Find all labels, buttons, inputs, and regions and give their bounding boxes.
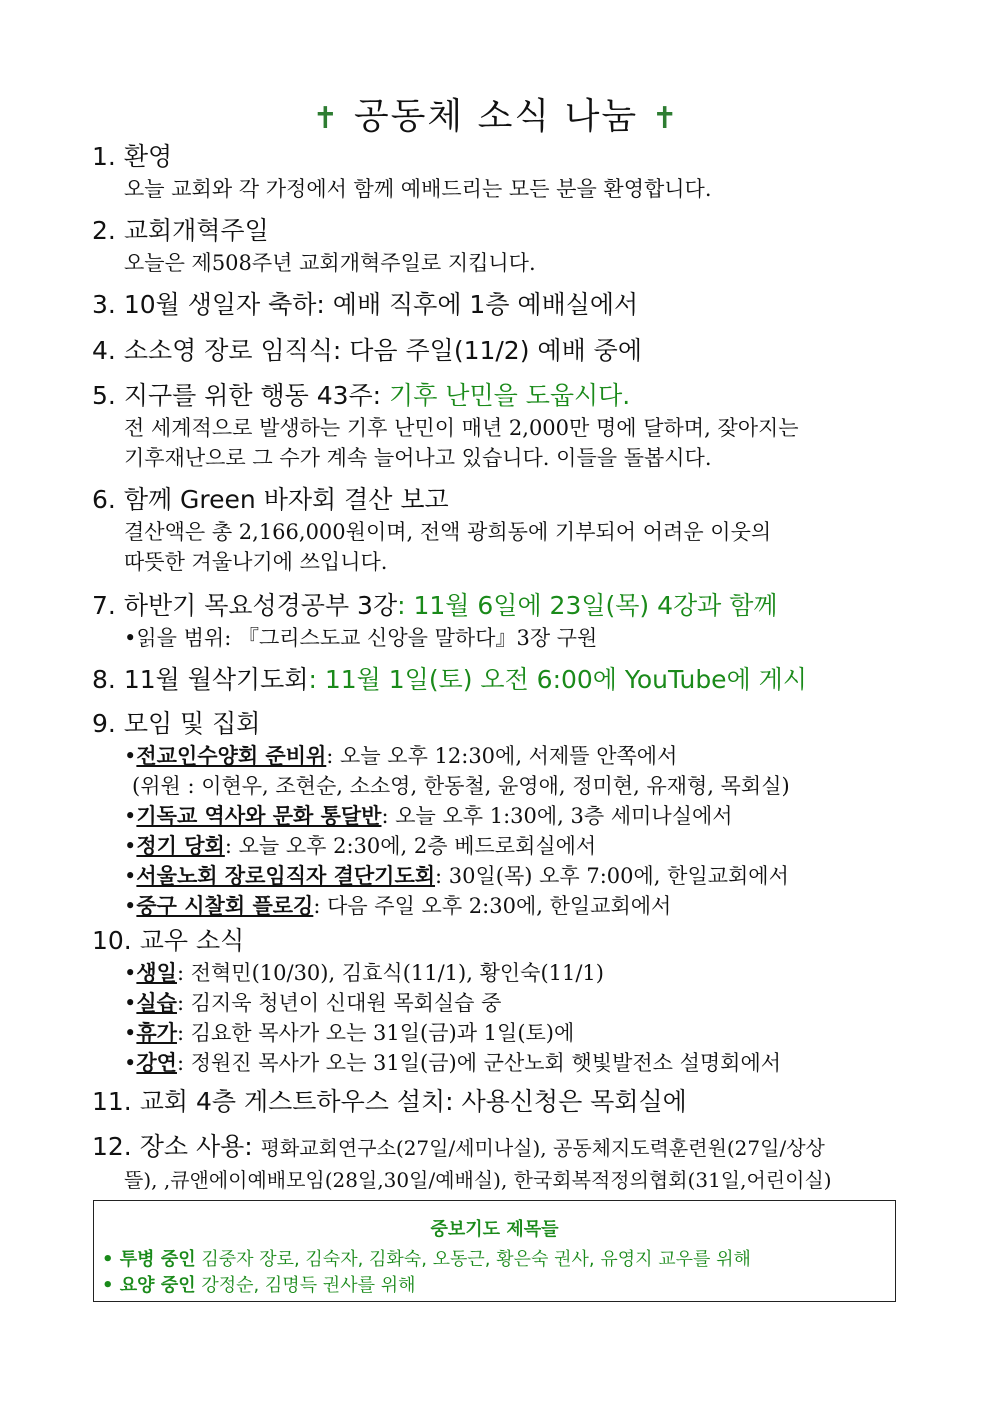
item-heading: 환영 [123,142,173,171]
item-member-news [92,924,912,1078]
item-bazaar-report [92,483,912,577]
item-heading-highlight: 기후 난민을 도웁시다. [389,381,631,410]
item-guesthouse [92,1085,912,1119]
prayer-text: 김중자 장로, 김숙자, 김화숙, 오동근, 황은숙 권사, 유영지 교우를 위해 [195,1249,751,1270]
list-item: •기독교 역사와 문화 통달반: 오늘 오후 1:30에, 3층 세미나실에서 [124,803,733,828]
bullet-text: : 김요한 목사가 오는 31일(금)과 1일(토)에 [176,1021,575,1045]
list-item: •중구 시찰회 플로깅: 다음 주일 오후 2:30에, 한일교회에서 [124,893,672,918]
item-welcome [92,140,912,204]
item-meetings [92,707,912,921]
item-heading-highlight: : 11월 6일에 23일(목) 4강과 함께 [397,591,778,620]
item-number: 4. [92,336,116,365]
item-heading: 교우 소식 [139,926,245,955]
prayer-line [94,1247,895,1273]
item-heading: 모임 및 집회 [123,709,261,738]
item-body: 오늘은 제508주년 교회개혁주일로 지킵니다. [124,251,536,275]
item-body: 전 세계적으로 발생하는 기후 난민이 매년 2,000만 명에 달하며, 잦아지는 [124,416,799,440]
bullet-text: : 김지욱 청년이 신대원 목회실습 중 [176,991,502,1015]
item-venue-use [92,1130,912,1195]
item-earth-action [92,379,912,473]
item-number: 3. [92,290,116,319]
item-monthly-prayer [92,663,912,697]
page-title [0,88,992,139]
item-bible-study [92,589,912,653]
list-item: •실습: 김지욱 청년이 신대원 목회실습 중 [124,990,502,1015]
item-ordination [92,334,912,368]
prayer-text: 강정순, 김명득 권사를 위해 [195,1275,416,1296]
item-number: 1. [92,142,116,171]
prayer-box [93,1200,896,1302]
list-item: •서울노회 장로임직자 결단기도회: 30일(목) 오후 7:00에, 한일교회에서 [124,863,789,888]
bullet-label: 전교인수양회 준비위 [136,743,327,768]
item-birthday [92,288,912,322]
bullet-label: 생일 [136,960,177,985]
bullet-text: : 오늘 오후 12:30에, 서제뜰 안쪽에서 [326,744,678,768]
bullet-label: 정기 당회 [136,833,225,858]
item-heading: 장소 사용: [139,1132,253,1161]
list-item: •생일: 전혁민(10/30), 김효식(11/1), 황인숙(11/1) [124,960,604,985]
item-number: 7. [92,591,116,620]
item-number: 9. [92,709,116,738]
prayer-line [94,1273,895,1299]
item-heading: 하반기 목요성경공부 3강 [123,591,398,620]
cross-icon: ✝ [312,101,340,136]
item-reformation-sunday [92,214,912,278]
item-number: 6. [92,485,116,514]
list-item: •정기 당회: 오늘 오후 2:30에, 2층 베드로회실에서 [124,833,597,858]
item-body: 오늘 교회와 각 가정에서 함께 예배드리는 모든 분을 환영합니다. [124,177,712,201]
item-heading: 지구를 위한 행동 43주: [123,381,382,410]
prayer-label: • 요양 중인 [102,1275,196,1296]
item-heading: 소소영 장로 임직식: 다음 주일(11/2) 예배 중에 [123,336,642,365]
item-body: •읽을 범위: 『그리스도교 신앙을 말하다』3장 구원 [124,626,598,650]
prayer-label: • 투병 중인 [102,1249,196,1270]
bullet-text: : 다음 주일 오후 2:30에, 한일교회에서 [313,894,672,918]
title-text: 공동체 소식 나눔 [353,96,639,137]
item-heading: 함께 Green 바자회 결산 보고 [123,485,449,514]
item-body: 결산액은 총 2,166,000원이며, 전액 광희동에 기부되어 어려운 이웃의 [124,520,772,544]
list-item: •전교인수양회 준비위: 오늘 오후 12:30에, 서제뜰 안쪽에서 [124,743,678,768]
item-number: 5. [92,381,116,410]
list-item: •강연: 정원진 목사가 오는 31일(금)에 군산노회 햇빛발전소 설명회에서 [124,1050,782,1075]
item-body: 기후재난으로 그 수가 계속 늘어나고 있습니다. 이들을 돌봅시다. [124,446,712,470]
bullet-text: : 오늘 오후 2:30에, 2층 베드로회실에서 [224,834,597,858]
bullet-text: : 30일(목) 오후 7:00에, 한일교회에서 [435,864,789,888]
item-number: 12. [92,1132,132,1161]
bullet-text: : 전혁민(10/30), 김효식(11/1), 황인숙(11/1) [176,961,604,985]
bullet-label: 강연 [136,1050,177,1075]
item-heading-highlight: : 11월 1일(토) 오전 6:00에 YouTube에 게시 [308,665,807,694]
bullet-text: : 오늘 오후 1:30에, 3층 세미나실에서 [381,804,733,828]
bullet-label: 서울노회 장로임직자 결단기도회 [136,863,436,888]
item-number: 8. [92,665,116,694]
list-item [92,771,912,801]
prayer-title: 중보기도 제목들 [430,1219,559,1240]
bullet-text: : 정원진 목사가 오는 31일(금)에 군산노회 햇빛발전소 설명회에서 [176,1051,782,1075]
item-heading-detail: 평화교회연구소(27일/세미나실), 공동체지도력훈련원(27일/상상 [260,1136,825,1160]
bullet-label: 실습 [136,990,177,1015]
item-body: 따뜻한 겨울나기에 쓰입니다. [124,550,388,574]
item-body: 뜰), ,큐앤에이예배모임(28일,30일/예배실), 한국회복적정의협회(31일,어린이실) [124,1168,832,1192]
bullet-text: (위원 : 이현우, 조현순, 소소영, 한동철, 윤영애, 정미현, 유재형, 목회실) [132,774,790,798]
item-number: 11. [92,1087,132,1116]
item-heading: 교회개혁주일 [123,216,269,245]
bullet-label: 휴가 [136,1020,177,1045]
item-heading: 11월 월삭기도회 [123,665,309,694]
bullet-label: 중구 시찰회 플로깅 [136,893,314,918]
list-item: •휴가: 김요한 목사가 오는 31일(금)과 1일(토)에 [124,1020,575,1045]
item-heading: 교회 4층 게스트하우스 설치: 사용신청은 목회실에 [139,1087,687,1116]
item-number: 2. [92,216,116,245]
item-heading: 10월 생일자 축하: 예배 직후에 1층 예배실에서 [123,290,639,319]
bullet-label: 기독교 역사와 문화 통달반 [136,803,382,828]
cross-icon: ✝ [652,101,680,136]
item-number: 10. [92,926,132,955]
